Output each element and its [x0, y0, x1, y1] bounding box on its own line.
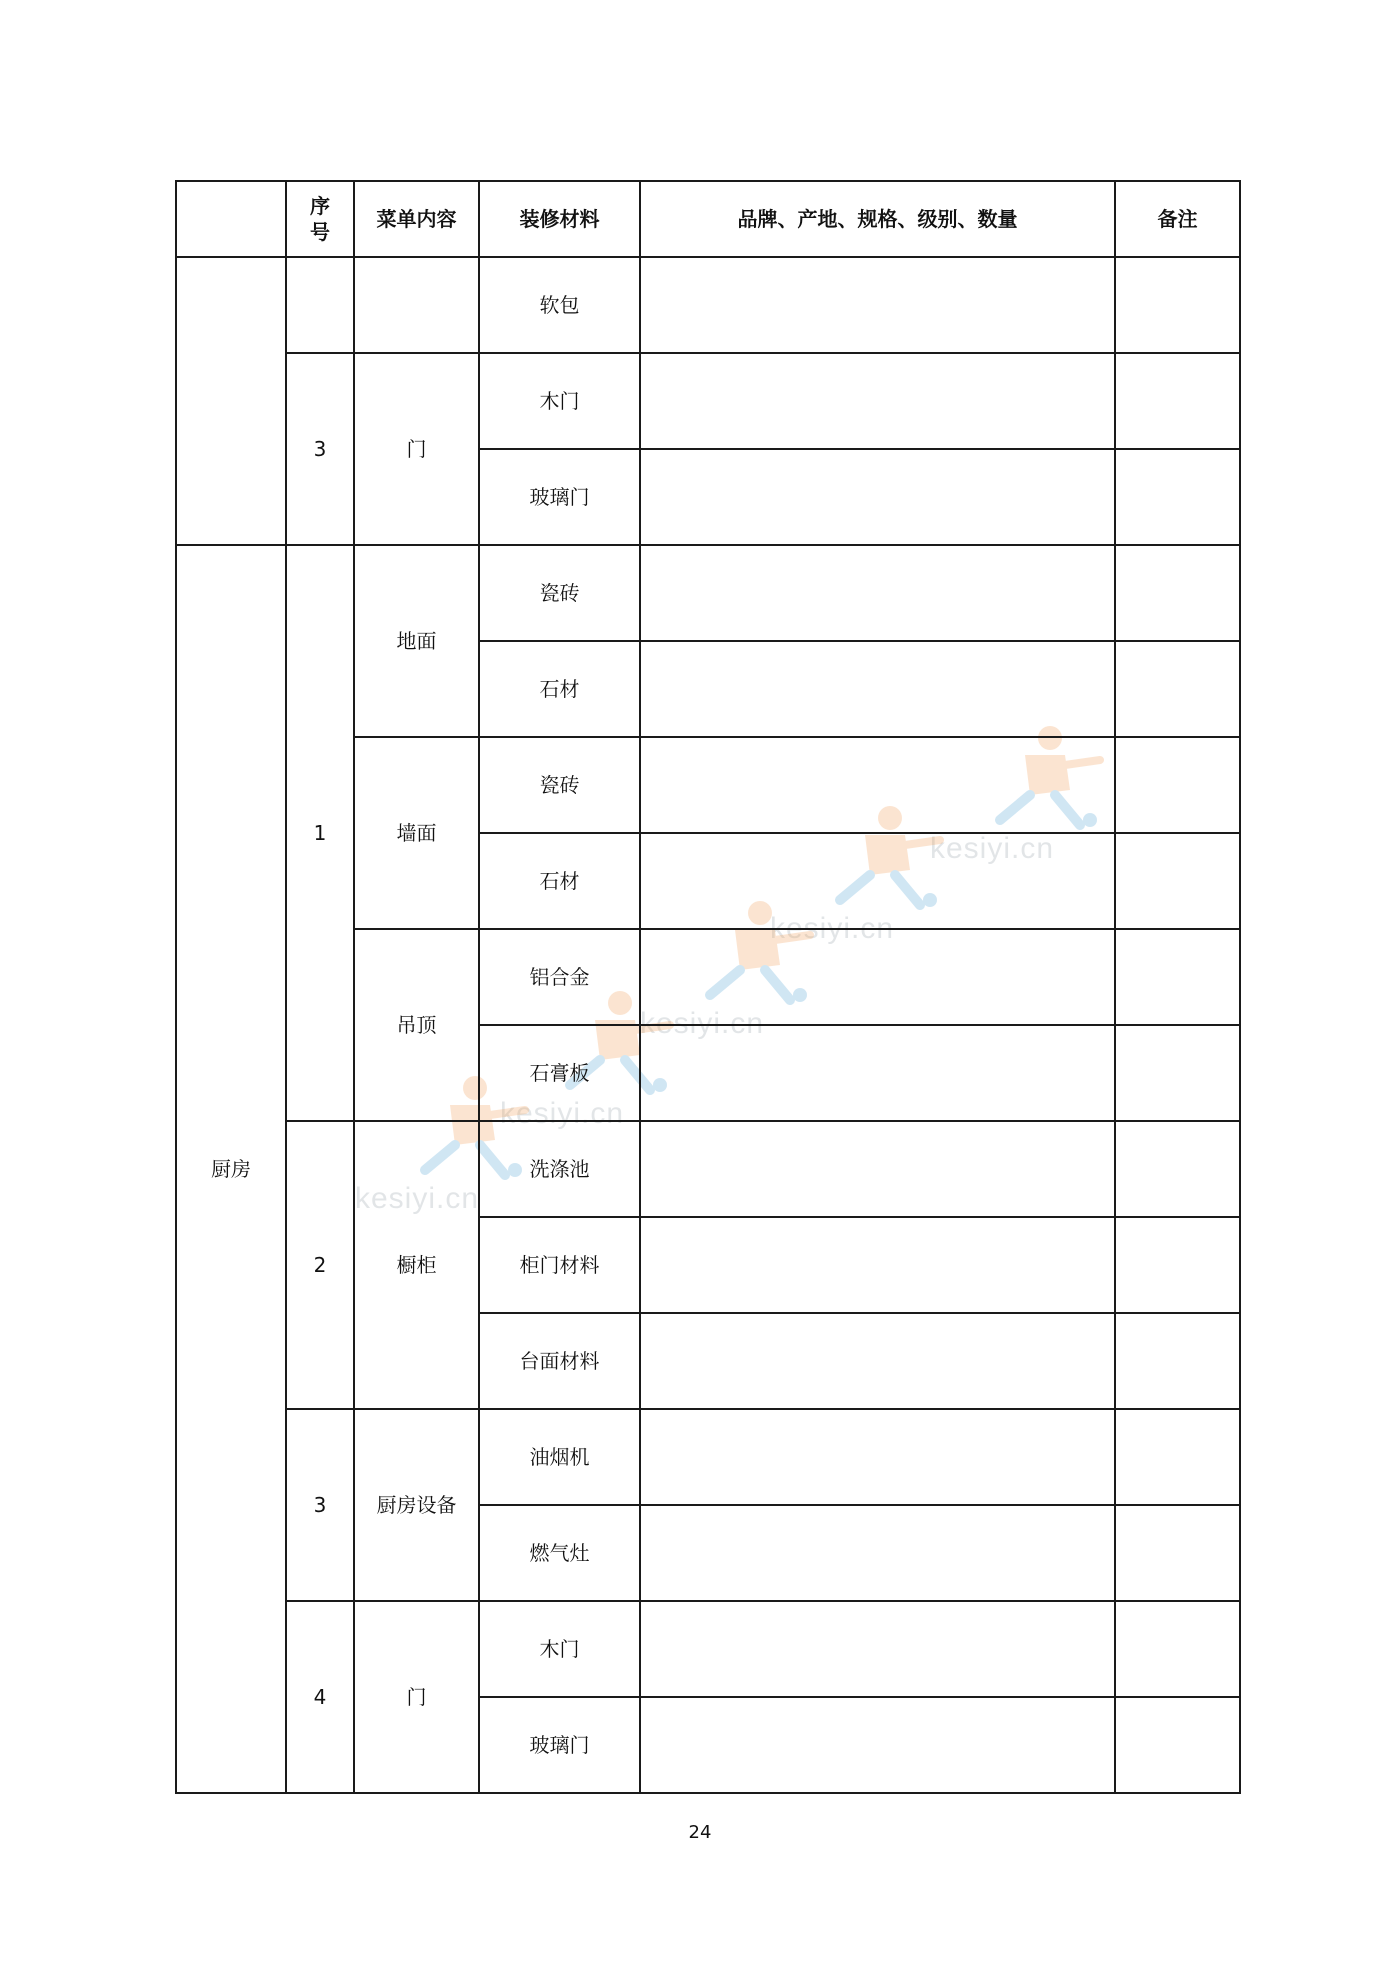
material-cell: 油烟机: [479, 1409, 640, 1505]
remark-cell[interactable]: [1115, 833, 1240, 929]
material-cell: 瓷砖: [479, 737, 640, 833]
table-row: [176, 545, 1240, 641]
header-brand-spec: 品牌、产地、规格、级别、数量: [640, 181, 1115, 257]
material-cell: 瓷砖: [479, 545, 640, 641]
remark-cell[interactable]: [1115, 641, 1240, 737]
header-category: [176, 181, 286, 257]
header-material: 装修材料: [479, 181, 640, 257]
remark-cell[interactable]: [1115, 545, 1240, 641]
table-row: [176, 1121, 1240, 1217]
item-cell: 墙面: [354, 737, 479, 929]
spec-cell[interactable]: [640, 1409, 1115, 1505]
table-row: [176, 257, 1240, 353]
material-cell: 铝合金: [479, 929, 640, 1025]
material-cell: 木门: [479, 1601, 640, 1697]
material-cell: 燃气灶: [479, 1505, 640, 1601]
item-cell: 门: [354, 1601, 479, 1793]
remark-cell[interactable]: [1115, 1025, 1240, 1121]
material-cell: 石材: [479, 641, 640, 737]
spec-cell[interactable]: [640, 257, 1115, 353]
spec-cell[interactable]: [640, 1025, 1115, 1121]
page-number: 24: [688, 1822, 712, 1843]
materials-table: [175, 180, 1241, 1794]
spec-cell[interactable]: [640, 545, 1115, 641]
seq-cell: 3: [286, 353, 354, 545]
spec-cell[interactable]: [640, 737, 1115, 833]
remark-cell[interactable]: [1115, 449, 1240, 545]
item-cell: 厨房设备: [354, 1409, 479, 1601]
material-cell: 玻璃门: [479, 1697, 640, 1793]
spec-cell[interactable]: [640, 1313, 1115, 1409]
watermark-text: kesiyi.cn: [355, 1182, 480, 1215]
remark-cell[interactable]: [1115, 1409, 1240, 1505]
header-seq: [286, 181, 354, 257]
category-cell: [176, 257, 286, 545]
remark-cell[interactable]: [1115, 1697, 1240, 1793]
remark-cell[interactable]: [1115, 353, 1240, 449]
spec-cell[interactable]: [640, 449, 1115, 545]
table-row: [176, 1601, 1240, 1697]
seq-cell: 4: [286, 1601, 354, 1793]
watermark-text: kesiyi.cn: [770, 912, 895, 945]
category-cell-kitchen: 厨房: [176, 545, 286, 1793]
material-cell: 软包: [479, 257, 640, 353]
watermark-text: kesiyi.cn: [930, 832, 1055, 865]
header-menu-content: 菜单内容: [354, 181, 479, 257]
header-seq-label: 序号: [310, 194, 330, 244]
material-cell: 台面材料: [479, 1313, 640, 1409]
remark-cell[interactable]: [1115, 1217, 1240, 1313]
spec-cell[interactable]: [640, 1217, 1115, 1313]
seq-cell: [286, 257, 354, 353]
remark-cell[interactable]: [1115, 1505, 1240, 1601]
spec-cell[interactable]: [640, 353, 1115, 449]
remark-cell[interactable]: [1115, 257, 1240, 353]
material-cell: 洗涤池: [479, 1121, 640, 1217]
spec-cell[interactable]: [640, 641, 1115, 737]
item-cell: 门: [354, 353, 479, 545]
material-cell: 玻璃门: [479, 449, 640, 545]
header-remarks: 备注: [1115, 181, 1240, 257]
remark-cell[interactable]: [1115, 1601, 1240, 1697]
remark-cell[interactable]: [1115, 1121, 1240, 1217]
spec-cell[interactable]: [640, 1601, 1115, 1697]
remark-cell[interactable]: [1115, 929, 1240, 1025]
table-row: [176, 353, 1240, 449]
table-row: [176, 1409, 1240, 1505]
remark-cell[interactable]: [1115, 1313, 1240, 1409]
spec-cell[interactable]: [640, 833, 1115, 929]
remark-cell[interactable]: [1115, 737, 1240, 833]
seq-cell: 2: [286, 1121, 354, 1409]
material-cell: 木门: [479, 353, 640, 449]
spec-cell[interactable]: [640, 1697, 1115, 1793]
spec-cell[interactable]: [640, 929, 1115, 1025]
item-cell: 吊顶: [354, 929, 479, 1121]
watermark-text: kesiyi.cn: [500, 1097, 625, 1130]
material-cell: 石膏板: [479, 1025, 640, 1121]
seq-cell: 1: [286, 545, 354, 1121]
seq-cell: 3: [286, 1409, 354, 1601]
spec-cell[interactable]: [640, 1121, 1115, 1217]
watermark-text: kesiyi.cn: [640, 1007, 765, 1040]
item-cell: 地面: [354, 545, 479, 737]
table-header-row: [176, 181, 1240, 257]
material-cell: 柜门材料: [479, 1217, 640, 1313]
spec-cell[interactable]: [640, 1505, 1115, 1601]
item-cell: 橱柜: [354, 1121, 479, 1409]
material-cell: 石材: [479, 833, 640, 929]
item-cell: [354, 257, 479, 353]
